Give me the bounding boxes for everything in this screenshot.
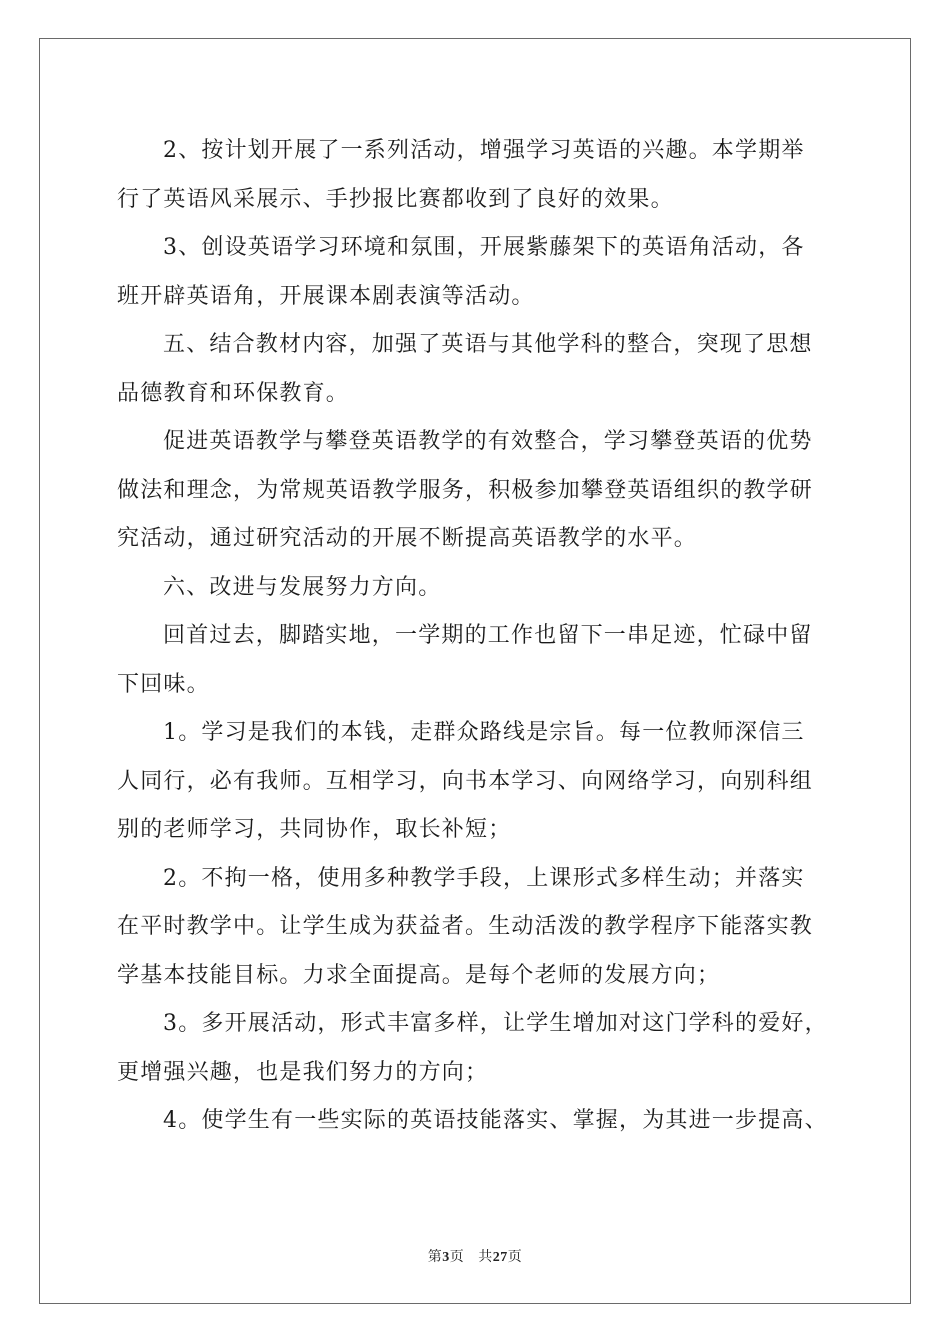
page-footer bbox=[0, 1246, 950, 1266]
text-line: 品德教育和环保教育。 bbox=[117, 380, 350, 406]
paragraph bbox=[117, 855, 850, 1001]
text-line: 别的老师学习，共同协作，取长补短； bbox=[117, 817, 512, 842]
text-line: 班开辟英语角，开展课本剧表演等活动。 bbox=[117, 283, 535, 309]
text-line: 行了英语风采展示、手抄报比赛都收到了良好的效果。 bbox=[117, 186, 674, 212]
page-number: 3 bbox=[442, 1250, 450, 1265]
text-line: 1。学习是我们的本钱，走群众路线是宗旨。每一位教师深信三 bbox=[163, 720, 805, 745]
document-body bbox=[117, 127, 850, 1146]
text-line: 在平时教学中。让学生成为获益者。生动活泼的教学程序下能落实教 bbox=[117, 914, 814, 939]
text-line: 4。使学生有一些实际的英语技能落实、掌握，为其进一步提高、 bbox=[163, 1108, 828, 1133]
page-prefix: 第 bbox=[427, 1249, 443, 1265]
paragraph bbox=[117, 321, 850, 418]
paragraph bbox=[117, 612, 850, 709]
text-line: 下回味。 bbox=[117, 671, 210, 697]
text-line: 2。不拘一格，使用多种教学手段，上课形式多样生动；并落实 bbox=[163, 865, 805, 891]
text-line: 究活动，通过研究活动的开展不断提高英语教学的水平。 bbox=[117, 526, 698, 551]
total-pages: 27 bbox=[492, 1250, 508, 1265]
text-line: 学基本技能目标。力求全面提高。是每个老师的发展方向； bbox=[117, 962, 721, 988]
paragraph bbox=[117, 418, 850, 564]
text-line: 回首过去，脚踏实地，一学期的工作也留下一串足迹，忙碌中留 bbox=[163, 623, 813, 648]
text-line: 六、改进与发展努力方向。 bbox=[163, 574, 442, 600]
paragraph bbox=[117, 1000, 850, 1097]
text-line: 3。多开展活动，形式丰富多样，让学生增加对这门学科的爱好， bbox=[163, 1011, 828, 1036]
total-prefix: 共 bbox=[478, 1249, 493, 1265]
paragraph bbox=[117, 709, 850, 855]
page-suffix: 页 bbox=[449, 1249, 465, 1265]
paragraph bbox=[117, 564, 850, 613]
paragraph bbox=[117, 224, 850, 321]
text-line: 人同行，必有我师。互相学习，向书本学习、向网络学习，向别科组 bbox=[117, 768, 814, 794]
text-line: 3、创设英语学习环境和氛围，开展紫藤架下的英语角活动，各 bbox=[163, 235, 805, 260]
paragraph bbox=[117, 1097, 850, 1146]
paragraph bbox=[117, 127, 850, 224]
text-line: 促进英语教学与攀登英语教学的有效整合，学习攀登英语的优势 bbox=[163, 429, 813, 454]
total-suffix: 页 bbox=[507, 1249, 523, 1265]
text-line: 更增强兴趣，也是我们努力的方向； bbox=[117, 1059, 489, 1085]
text-line: 2、按计划开展了一系列活动，增强学习英语的兴趣。本学期举 bbox=[163, 138, 805, 163]
text-line: 做法和理念，为常规英语教学服务，积极参加攀登英语组织的教学研 bbox=[117, 477, 814, 503]
text-line: 五、结合教材内容，加强了英语与其他学科的整合，突现了思想 bbox=[163, 332, 813, 357]
